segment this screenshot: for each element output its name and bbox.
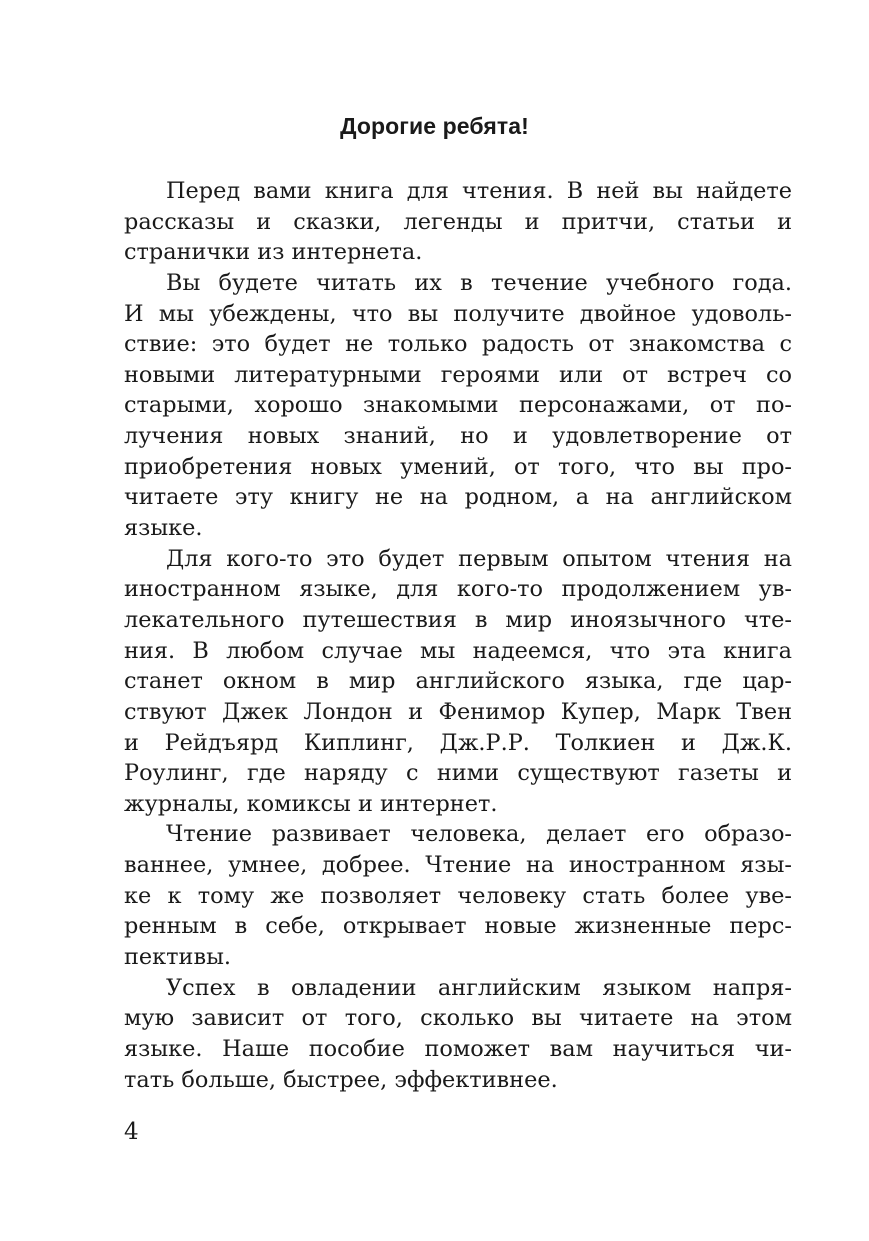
text-line: журналы, комиксы и интернет. bbox=[124, 790, 498, 817]
text-line: Для кого-то это будет первым опытом чтения на bbox=[166, 545, 792, 572]
paragraph-4 bbox=[124, 819, 792, 972]
text-line: станет окном в мир английского языка, где цар- bbox=[124, 668, 792, 695]
text-line: читаете эту книгу не на родном, а на английском bbox=[124, 484, 792, 511]
text-line: Перед вами книга для чтения. В ней вы найдете bbox=[166, 178, 792, 204]
text-line: приобретения новых умений, от того, что вы про- bbox=[124, 453, 792, 480]
text-line: пективы. bbox=[124, 944, 232, 971]
text-line: тать больше, быстрее, эффективнее. bbox=[124, 1066, 558, 1093]
text-line: ваннее, умнее, добрее. Чтение на иностранном язы- bbox=[124, 852, 792, 879]
page-number: 4 bbox=[124, 1119, 139, 1145]
text-line: Вы будете читать их в течение учебного года. bbox=[166, 269, 792, 296]
text-line: и Рейдъярд Киплинг, Дж.Р.Р. Толкиен и Дж.К. bbox=[124, 729, 792, 756]
paragraph-3 bbox=[124, 544, 792, 820]
text-line: ренным в себе, открывает новые жизненные перс- bbox=[124, 913, 792, 940]
body-text bbox=[124, 176, 792, 1095]
paragraph-1 bbox=[124, 176, 792, 268]
text-line: старыми, хорошо знакомыми персонажами, от по- bbox=[124, 392, 792, 419]
text-line: ствие: это будет не только радость от знакомства с bbox=[124, 331, 792, 358]
text-line: рассказы и сказки, легенды и притчи, статьи и bbox=[124, 208, 792, 235]
text-line: Роулинг, где наряду с ними существуют газеты и bbox=[124, 760, 792, 787]
text-line: иностранном языке, для кого-то продолжением ув- bbox=[124, 576, 792, 603]
text-line: ния. В любом случае мы надеемся, что эта книга bbox=[124, 637, 792, 664]
text-line: Успех в овладении английским языком напря- bbox=[166, 974, 792, 1001]
text-line: мую зависит от того, сколько вы читаете на этом bbox=[124, 1005, 792, 1032]
text-line: Чтение развивает человека, делает его образо- bbox=[166, 821, 792, 848]
text-line: странички из интернета. bbox=[124, 239, 423, 266]
text-line: И мы убеждены, что вы получите двойное удоволь- bbox=[124, 300, 792, 327]
text-line: ке к тому же позволяет человеку стать более уве- bbox=[124, 882, 792, 909]
paragraph-5 bbox=[124, 973, 792, 1096]
text-line: новыми литературными героями или от встреч со bbox=[124, 361, 792, 388]
text-line: лучения новых знаний, но и удовлетворение от bbox=[124, 423, 792, 450]
text-line: языке. bbox=[124, 515, 203, 542]
text-line: ствуют Джек Лондон и Фенимор Купер, Марк Твен bbox=[124, 698, 792, 725]
page-heading: Дорогие ребята! bbox=[340, 113, 529, 139]
text-line: языке. Наше пособие поможет вам научиться чи- bbox=[124, 1035, 792, 1062]
text-line: лекательного путешествия в мир иноязычного чте- bbox=[124, 606, 792, 633]
paragraph-2 bbox=[124, 268, 792, 544]
